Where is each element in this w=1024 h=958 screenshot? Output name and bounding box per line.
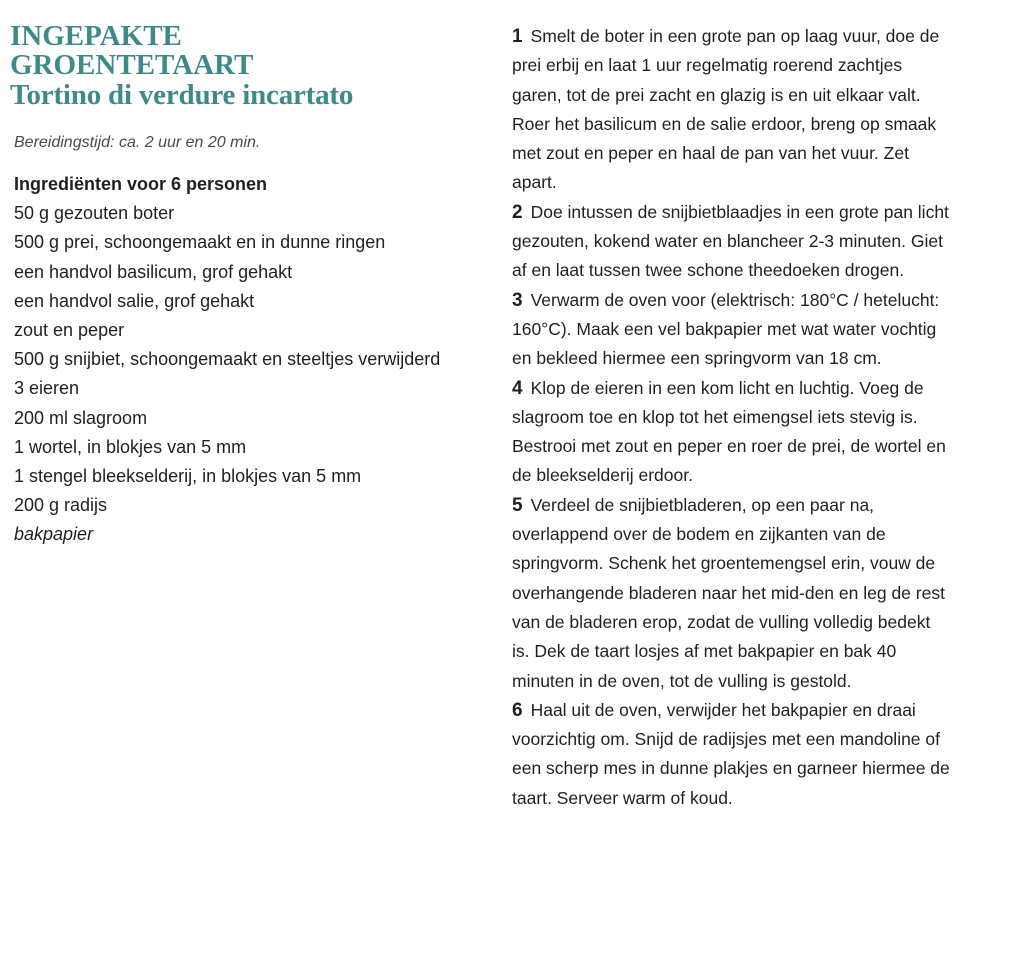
method-step-6 bbox=[512, 696, 952, 813]
step-number: 5 bbox=[512, 494, 523, 516]
method-column bbox=[512, 22, 952, 813]
recipe-header-column bbox=[10, 22, 480, 550]
ingredient-item: een handvol salie, grof gehakt bbox=[14, 290, 255, 311]
method-step-3 bbox=[512, 286, 952, 374]
method-step-1 bbox=[512, 22, 952, 198]
method-step-5 bbox=[512, 491, 952, 696]
recipe-subtitle: Tortino di verdure incartato bbox=[10, 79, 354, 111]
ingredients-list bbox=[14, 170, 480, 550]
ingredients-heading: Ingrediënten voor 6 personen bbox=[14, 174, 268, 194]
step-text: Verwarm de oven voor (elektrisch: 180°C / hetelucht: 160°C). Maak een vel bakpapier met wat water vochtig en bekleed hiermee een springvorm van 18 cm. bbox=[512, 289, 940, 369]
ingredient-item: 1 stengel bleekselderij, in blokjes van 5 mm bbox=[14, 466, 362, 487]
recipe-title-line-1: INGEPAKTE bbox=[10, 20, 182, 52]
step-number: 6 bbox=[512, 699, 523, 721]
ingredient-item: 500 g prei, schoongemaakt en in dunne ringen bbox=[14, 232, 386, 253]
ingredient-item: 200 ml slagroom bbox=[14, 407, 148, 428]
step-number: 3 bbox=[512, 289, 523, 311]
step-number: 1 bbox=[512, 26, 523, 47]
ingredient-item: 3 eieren bbox=[14, 378, 80, 399]
ingredient-item: bakpapier bbox=[14, 524, 94, 545]
prep-time: Bereidingstijd: ca. 2 uur en 20 min. bbox=[14, 134, 261, 151]
step-text: Haal uit de oven, verwijder het bakpapier en draai voorzichtig om. Snijd de radijsjes met een mandoline of een scherp mes in dunne plakjes en garneer hiermee de taart. Serveer warm of koud. bbox=[512, 699, 950, 808]
method-step-4 bbox=[512, 374, 952, 491]
ingredient-item: 200 g radijs bbox=[14, 495, 108, 516]
method-step-2 bbox=[512, 198, 952, 286]
step-text: Smelt de boter in een grote pan op laag vuur, doe de prei erbij en laat 1 uur regelmatig roerend zachtjes garen, tot de prei zacht en glazig is en uit elkaar valt. Roer het basilicum en de salie erdoor, breng op smaak met zout en peper en haal de pan van het vuur. Zet apart. bbox=[512, 26, 940, 193]
step-text: Verdeel de snijbietbladeren, op een paar na, overlappend over de bodem en zijkanten van de springvorm. Schenk het groentemengsel erin, vouw de overhangende bladeren naar het mid-den en leg de rest van de bladeren erop, zodat de vulling volledig bedekt is. Dek de taart losjes af met bakpapier en bak 40 minuten in de oven, tot de vulling is gestold. bbox=[512, 494, 945, 691]
ingredient-item: 1 wortel, in blokjes van 5 mm bbox=[14, 436, 247, 457]
step-number: 4 bbox=[512, 377, 523, 399]
step-number: 2 bbox=[512, 201, 523, 223]
step-text: Klop de eieren in een kom licht en luchtig. Voeg de slagroom toe en klop tot het eimengsel iets stevig is. Bestrooi met zout en peper en roer de prei, de wortel en de bleekselderij erdoor. bbox=[512, 377, 946, 486]
ingredient-item: zout en peper bbox=[14, 320, 125, 341]
recipe-title bbox=[10, 22, 480, 80]
step-text: Doe intussen de snijbietblaadjes in een grote pan licht gezouten, kokend water en blancheer 2-3 minuten. Giet af en laat tussen twee schone theedoeken drogen. bbox=[512, 201, 949, 281]
ingredient-item: 500 g snijbiet, schoongemaakt en steeltjes verwijderd bbox=[14, 349, 441, 370]
ingredient-item: een handvol basilicum, grof gehakt bbox=[14, 261, 293, 282]
recipe-title-line-2: GROENTETAART bbox=[10, 49, 254, 81]
ingredient-item: 50 g gezouten boter bbox=[14, 203, 175, 224]
